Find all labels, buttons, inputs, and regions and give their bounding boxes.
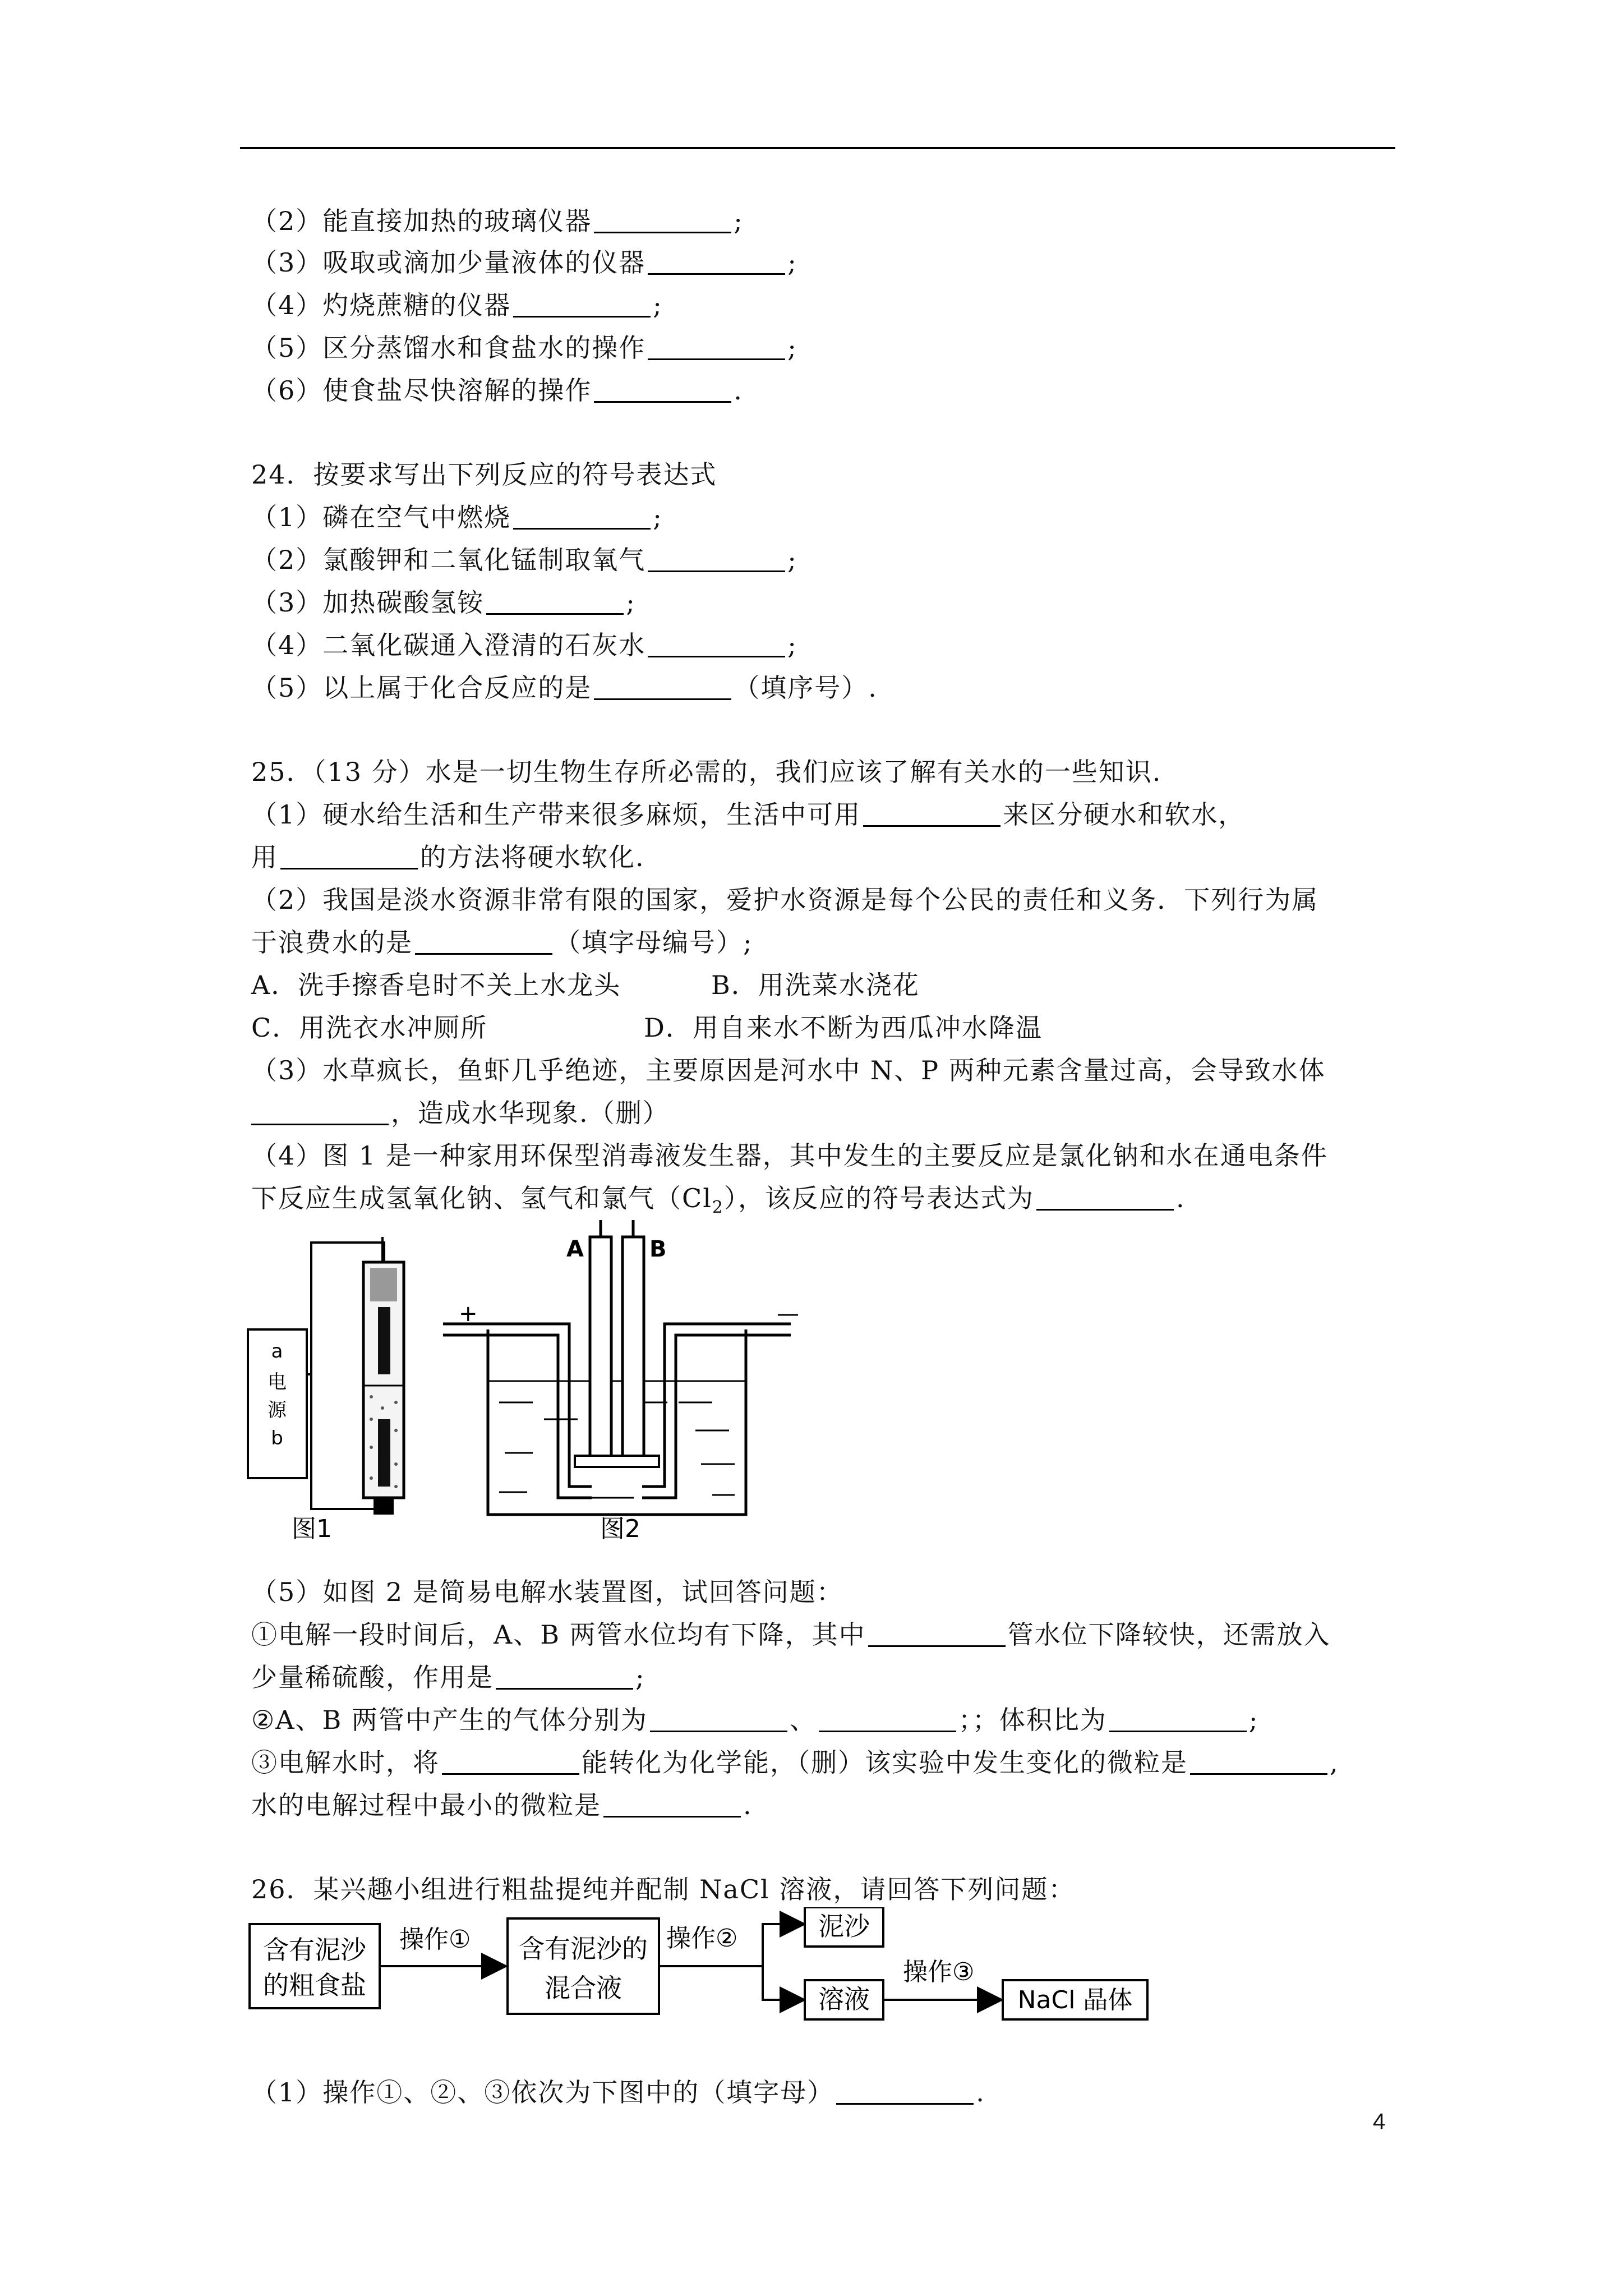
flow-box-sand (805, 1907, 883, 1947)
q23-item-3: （3）吸取或滴加少量液体的仪器 ; (251, 247, 797, 278)
svg-text:含有泥沙: 含有泥沙 (263, 1935, 366, 1965)
q24-item-1: （1）磷在空气中燃烧 ; (251, 502, 663, 532)
figures (241, 1217, 1116, 1548)
page-number: 4 (1373, 2109, 1386, 2134)
q23-item-2: （2）能直接加热的玻璃仪器 ; (251, 206, 744, 236)
q24-item-3: （3）加热碳酸氢铵 ; (251, 587, 636, 618)
svg-text:a: a (271, 1340, 283, 1363)
q25-item-5-1-cont: 少量稀硫酸，作用是 ; (251, 1662, 645, 1692)
q25-item-2: （2）我国是淡水资源非常有限的国家，爱护水资源是每个公民的责任和义务．下列行为属 (251, 885, 1319, 915)
q25-item-5-1: ①电解一段时间后，A、B 两管水位均有下降，其中 管水位下降较快，还需放入 (251, 1619, 1331, 1650)
q25-item-2-cont: 于浪费水的是 （填字母编号）; (251, 927, 753, 958)
svg-text:泥沙: 泥沙 (818, 1911, 870, 1941)
q25-item-5-3-cont: 水的电解过程中最小的微粒是 . (251, 1790, 753, 1820)
q24-title: 24．按要求写出下列反应的符号表达式 (251, 459, 717, 490)
salt-purification-flowchart (247, 1907, 1189, 2047)
q23-item-4: （4）灼烧蔗糖的仪器 ; (251, 290, 663, 320)
flow-box-mixture (508, 1918, 659, 2014)
q25-title: 25．（13 分）水是一切生物生存所必需的，我们应该了解有关水的一些知识. (251, 757, 1162, 787)
svg-text:A: A (566, 1236, 584, 1262)
svg-text:+: + (459, 1301, 478, 1327)
flow-op-1: 操作① (399, 1925, 471, 1954)
flow-arrow-2a (763, 1924, 802, 1966)
svg-text:的粗食盐: 的粗食盐 (263, 1970, 366, 2000)
flow-arrow-2b (763, 1966, 802, 2000)
q25-item-1: （1）硬水给生活和生产带来很多麻烦，生活中可用 来区分硬水和软水， (251, 799, 1246, 830)
q25-item-5-2: ②A、B 两管中产生的气体分别为 、 ；；体积比为 ; (251, 1705, 1259, 1735)
q25-item-4: （4）图 1 是一种家用环保型消毒液发生器，其中发生的主要反应是氯化钠和水在通电条件 (251, 1140, 1328, 1171)
svg-text:图2: 图2 (600, 1515, 640, 1543)
q23-item-5: （5）区分蒸馏水和食盐水的操作 ; (251, 333, 797, 363)
flow-box-crude-salt (250, 1924, 380, 2008)
svg-text:NaCl 晶体: NaCl 晶体 (1017, 1986, 1133, 2014)
q24-item-4: （4）二氧化碳通入澄清的石灰水 ; (251, 630, 797, 660)
svg-text:源: 源 (268, 1399, 287, 1421)
svg-text:混合液: 混合液 (545, 1973, 622, 2003)
svg-text:溶液: 溶液 (818, 1984, 870, 2014)
flow-box-nacl-crystal (1003, 1980, 1147, 2019)
flow-op-2: 操作② (666, 1924, 738, 1953)
q26-item-1: （1）操作①、②、③依次为下图中的（填字母） . (251, 2077, 985, 2108)
flow-op-3: 操作③ (903, 1958, 975, 1986)
svg-text:—: — (777, 1301, 799, 1327)
q25-option-a: A．洗手擦香皂时不关上水龙头 (251, 970, 621, 1000)
figure-1-disinfectant-generator (248, 1237, 404, 1543)
q25-item-5: （5）如图 2 是简易电解水装置图，试回答问题： (251, 1577, 843, 1607)
q25-item-3: （3）水草疯长，鱼虾几乎绝迹，主要原因是河水中 N、P 两种元素含量过高，会导致水体 (251, 1055, 1326, 1085)
q26-title: 26．某兴趣小组进行粗盐提纯并配制 NaCl 溶液，请回答下列问题： (251, 1874, 1076, 1904)
svg-text:电: 电 (268, 1371, 287, 1393)
q24-item-5: （5）以上属于化合反应的是 （填序号）. (251, 673, 878, 703)
q25-item-4-cont: 下反应生成氢氧化钠、氢气和氯气$(Cl_2)$，该反应的符号表达式为 . (251, 1183, 1186, 1218)
flow-box-solution (805, 1980, 883, 2019)
svg-text:b: b (271, 1427, 283, 1450)
figure-2-electrolysis-apparatus (443, 1220, 799, 1543)
q25-item-5-3: ③电解水时，将 能转化为化学能，（删）该实验中发生变化的微粒是 , (251, 1747, 1339, 1778)
q23-item-6: （6）使食盐尽快溶解的操作 . (251, 375, 743, 406)
q25-option-c: C．用洗衣水冲厕所 (251, 1013, 488, 1043)
q25-option-d: D．用自来水不断为西瓜冲水降温 (644, 1013, 1043, 1043)
q25-option-b: B．用洗菜水浇花 (711, 970, 920, 1000)
header-rule (240, 147, 1395, 149)
svg-text:含有泥沙的: 含有泥沙的 (519, 1934, 648, 1964)
svg-text:图1: 图1 (292, 1515, 332, 1543)
q25-item-1-cont: 用 的方法将硬水软化. (251, 842, 645, 872)
q25-item-3-cont: ，造成水华现象.（删） (251, 1096, 670, 1130)
q24-item-2: （2）氯酸钾和二氧化锰制取氧气 ; (251, 545, 797, 575)
svg-text:B: B (649, 1236, 667, 1262)
